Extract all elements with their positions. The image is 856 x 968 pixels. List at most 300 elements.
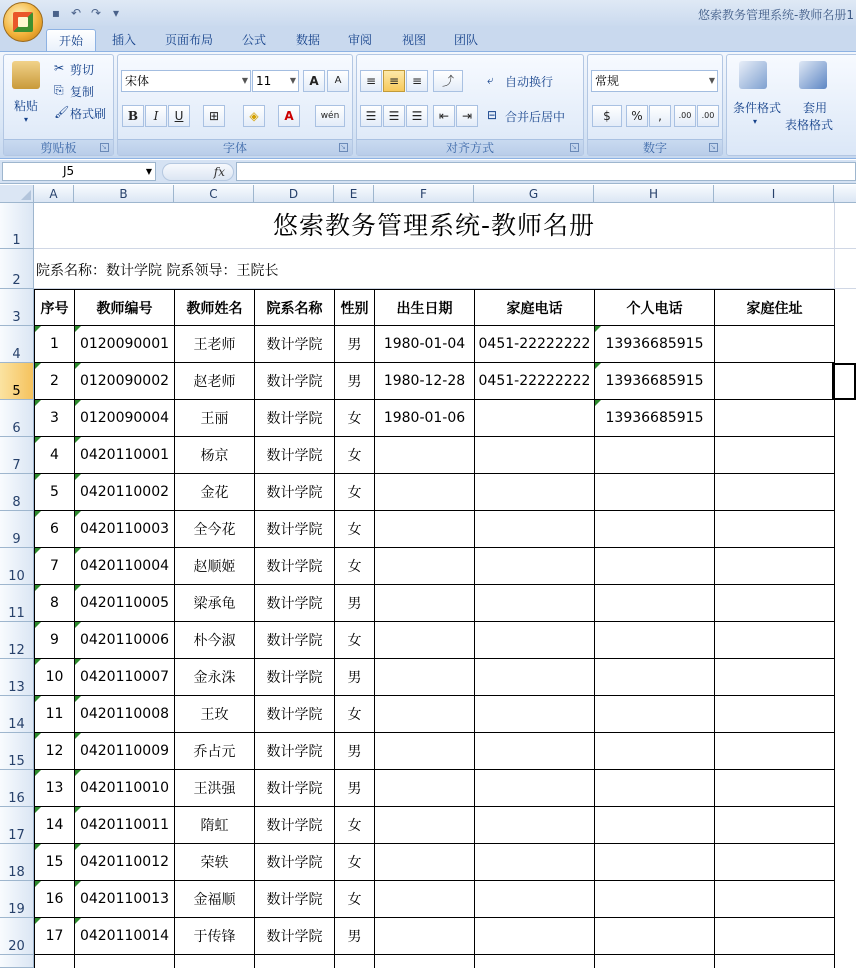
table-cell[interactable]: [475, 733, 595, 770]
column-heading[interactable]: 性别: [335, 290, 375, 326]
row-header[interactable]: 18: [0, 844, 34, 881]
cut-button[interactable]: 剪切: [70, 63, 95, 77]
table-cell[interactable]: [375, 437, 475, 474]
column-header-j[interactable]: [834, 185, 856, 203]
orientation-icon[interactable]: ⤴: [433, 70, 463, 92]
table-cell[interactable]: [375, 696, 475, 733]
table-cell[interactable]: [715, 733, 835, 770]
column-header[interactable]: C: [174, 185, 254, 203]
align-top-icon[interactable]: ≡: [360, 70, 382, 92]
active-cell-j5[interactable]: [832, 363, 856, 400]
format-as-table-icon[interactable]: [799, 61, 827, 89]
table-cell[interactable]: [715, 918, 835, 955]
table-cell[interactable]: [715, 807, 835, 844]
table-cell[interactable]: 15: [35, 844, 75, 881]
column-heading[interactable]: 教师姓名: [175, 290, 255, 326]
table-cell[interactable]: 8: [35, 585, 75, 622]
table-cell[interactable]: [475, 437, 595, 474]
increase-decimal-button[interactable]: .00: [674, 105, 696, 127]
table-cell[interactable]: 0420110010: [75, 770, 175, 807]
table-row: [35, 585, 835, 622]
customize-qat-icon[interactable]: ▾: [112, 6, 120, 20]
table-cell[interactable]: [35, 955, 75, 968]
table-cell[interactable]: 0420110009: [75, 733, 175, 770]
table-cell[interactable]: 2: [35, 363, 75, 400]
select-all-button[interactable]: [0, 185, 34, 203]
merge-center-icon[interactable]: ⊟: [487, 108, 498, 122]
table-cell[interactable]: 数计学院: [255, 585, 335, 622]
table-cell[interactable]: [595, 437, 715, 474]
font-group-label: 字体: [118, 139, 352, 155]
row-header[interactable]: 19: [0, 881, 34, 918]
table-cell[interactable]: 6: [35, 511, 75, 548]
tab-view[interactable]: 视图: [401, 33, 426, 47]
row-header[interactable]: 8: [0, 474, 34, 511]
column-header[interactable]: A: [34, 185, 74, 203]
table-cell[interactable]: 乔占元: [175, 733, 255, 770]
row-header[interactable]: 4: [0, 326, 34, 363]
table-cell[interactable]: 数计学院: [255, 400, 335, 437]
table-cell[interactable]: 5: [35, 474, 75, 511]
table-cell[interactable]: 0420110013: [75, 881, 175, 918]
table-cell[interactable]: 女: [335, 474, 375, 511]
ribbon: [0, 51, 856, 159]
table-cell[interactable]: [595, 622, 715, 659]
copy-button[interactable]: 复制: [70, 85, 95, 99]
window-title: 悠索教务管理系统-教师名册1: [698, 8, 854, 22]
table-cell[interactable]: 数计学院: [255, 733, 335, 770]
row-header[interactable]: 20: [0, 918, 34, 955]
table-cell[interactable]: [375, 659, 475, 696]
row-header[interactable]: 11: [0, 585, 34, 622]
table-cell[interactable]: 0420110014: [75, 918, 175, 955]
table-cell[interactable]: 1980-12-28: [375, 363, 475, 400]
table-cell[interactable]: 男: [335, 585, 375, 622]
table-cell[interactable]: [475, 548, 595, 585]
function-icon: fx: [213, 165, 225, 179]
phonetic-guide-button[interactable]: wén: [315, 105, 345, 127]
column-header[interactable]: G: [474, 185, 594, 203]
table-cell[interactable]: [475, 474, 595, 511]
table-row: [35, 844, 835, 881]
row-header[interactable]: 10: [0, 548, 34, 585]
table-row: [35, 437, 835, 474]
table-cell[interactable]: [375, 770, 475, 807]
table-cell[interactable]: 女: [335, 844, 375, 881]
row-header[interactable]: 9: [0, 511, 34, 548]
table-row: [35, 326, 835, 363]
table-cell[interactable]: 0451-22222222: [475, 326, 595, 363]
table-cell[interactable]: [475, 955, 595, 968]
table-cell[interactable]: [475, 400, 595, 437]
row-header[interactable]: 1: [0, 203, 34, 249]
table-cell[interactable]: 1980-01-04: [375, 326, 475, 363]
table-cell[interactable]: [595, 955, 715, 968]
table-cell[interactable]: 数计学院: [255, 437, 335, 474]
table-cell[interactable]: [375, 585, 475, 622]
table-cell[interactable]: [375, 807, 475, 844]
number-launcher-icon[interactable]: ↘: [709, 143, 718, 152]
table-cell[interactable]: 数计学院: [255, 881, 335, 918]
table-cell[interactable]: 杨京: [175, 437, 255, 474]
table-cell[interactable]: 0420110003: [75, 511, 175, 548]
align-bottom-icon[interactable]: ≡: [406, 70, 428, 92]
paste-dropdown-icon[interactable]: ▾: [24, 115, 29, 124]
table-cell[interactable]: 女: [335, 548, 375, 585]
table-cell[interactable]: [595, 696, 715, 733]
font-color-button[interactable]: A: [278, 105, 300, 127]
font-size-select[interactable]: [252, 70, 299, 92]
table-cell[interactable]: [475, 807, 595, 844]
column-header[interactable]: D: [254, 185, 334, 203]
table-row: [35, 622, 835, 659]
table-cell[interactable]: [595, 844, 715, 881]
format-as-table-line2[interactable]: 表格格式: [785, 118, 834, 132]
table-cell[interactable]: 金花: [175, 474, 255, 511]
office-button[interactable]: [3, 2, 43, 42]
table-cell[interactable]: 数计学院: [255, 326, 335, 363]
row-header[interactable]: 6: [0, 400, 34, 437]
formula-bar: [0, 160, 856, 184]
undo-icon[interactable]: ↶: [70, 6, 82, 20]
table-cell[interactable]: [475, 918, 595, 955]
table-cell[interactable]: [375, 955, 475, 968]
table-cell[interactable]: [595, 770, 715, 807]
cut-icon[interactable]: ✂: [54, 61, 65, 75]
table-cell[interactable]: [375, 844, 475, 881]
table-cell[interactable]: [475, 770, 595, 807]
department-line[interactable]: 院系名称：数计学院 院系领导：王院长: [36, 263, 279, 279]
table-cell[interactable]: 男: [335, 659, 375, 696]
table-cell[interactable]: 王玫: [175, 696, 255, 733]
table-cell[interactable]: 3: [35, 400, 75, 437]
table-cell[interactable]: 数计学院: [255, 511, 335, 548]
align-left-icon[interactable]: ☰: [360, 105, 382, 127]
table-cell[interactable]: 7: [35, 548, 75, 585]
table-cell[interactable]: 13: [35, 770, 75, 807]
increase-indent-icon[interactable]: ⇥: [456, 105, 478, 127]
clipboard-launcher-icon[interactable]: ↘: [100, 143, 109, 152]
chevron-down-icon: ▼: [241, 76, 248, 85]
table-cell[interactable]: [715, 696, 835, 733]
table-cell[interactable]: [375, 881, 475, 918]
column-header[interactable]: F: [374, 185, 474, 203]
table-cell[interactable]: 17: [35, 918, 75, 955]
table-cell[interactable]: [595, 733, 715, 770]
row-header[interactable]: 13: [0, 659, 34, 696]
column-header[interactable]: E: [334, 185, 374, 203]
table-cell[interactable]: [715, 659, 835, 696]
worksheet-grid[interactable]: [34, 203, 856, 968]
table-cell[interactable]: 王老师: [175, 326, 255, 363]
grow-font-button[interactable]: A: [303, 70, 325, 92]
table-cell[interactable]: 数计学院: [255, 918, 335, 955]
percent-button[interactable]: %: [626, 105, 648, 127]
table-cell[interactable]: [375, 918, 475, 955]
table-cell[interactable]: [375, 622, 475, 659]
sheet-title[interactable]: 悠索教务管理系统-教师名册: [272, 211, 596, 240]
shrink-font-button[interactable]: A: [327, 70, 349, 92]
alignment-launcher-icon[interactable]: ↘: [570, 143, 579, 152]
table-cell[interactable]: [715, 881, 835, 918]
table-cell[interactable]: [595, 807, 715, 844]
table-cell[interactable]: 女: [335, 622, 375, 659]
conditional-formatting-button[interactable]: 条件格式: [733, 101, 782, 115]
table-cell[interactable]: 0420110012: [75, 844, 175, 881]
table-cell[interactable]: 金永洙: [175, 659, 255, 696]
table-row: [35, 918, 835, 955]
table-cell[interactable]: 0420110004: [75, 548, 175, 585]
tab-review[interactable]: 审阅: [347, 33, 372, 47]
table-cell[interactable]: [475, 696, 595, 733]
table-cell[interactable]: 0420110006: [75, 622, 175, 659]
chevron-down-icon: ▼: [708, 76, 715, 85]
table-cell[interactable]: 0120090002: [75, 363, 175, 400]
wrap-text-icon[interactable]: ⤶: [487, 73, 494, 87]
redo-icon[interactable]: ↷: [90, 6, 102, 20]
table-cell[interactable]: 0420110008: [75, 696, 175, 733]
table-cell[interactable]: [715, 770, 835, 807]
table-cell[interactable]: 隋虹: [175, 807, 255, 844]
table-cell[interactable]: [475, 844, 595, 881]
align-center-icon[interactable]: ☰: [383, 105, 405, 127]
table-cell[interactable]: [255, 955, 335, 968]
align-right-icon[interactable]: ☰: [406, 105, 428, 127]
table-cell[interactable]: [715, 511, 835, 548]
column-heading[interactable]: 出生日期: [375, 290, 475, 326]
name-box[interactable]: [2, 162, 156, 181]
italic-button[interactable]: I: [145, 105, 167, 127]
row-header[interactable]: 12: [0, 622, 34, 659]
table-cell[interactable]: 王洪强: [175, 770, 255, 807]
table-cell[interactable]: [75, 955, 175, 968]
format-painter-button[interactable]: 格式刷: [70, 107, 107, 121]
number-group-label: 数字: [588, 139, 722, 155]
conditional-formatting-icon[interactable]: [739, 61, 767, 89]
table-cell[interactable]: [715, 955, 835, 968]
row-header-selected[interactable]: 5: [0, 363, 34, 400]
paste-icon[interactable]: [12, 61, 40, 89]
font-launcher-icon[interactable]: ↘: [339, 143, 348, 152]
table-cell[interactable]: 朴今淑: [175, 622, 255, 659]
table-cell[interactable]: 4: [35, 437, 75, 474]
table-cell[interactable]: 荣轶: [175, 844, 255, 881]
table-cell[interactable]: 女: [335, 400, 375, 437]
align-middle-icon[interactable]: ≡: [383, 70, 405, 92]
column-heading[interactable]: 序号: [35, 290, 75, 326]
table-cell[interactable]: 13936685915: [595, 363, 715, 400]
table-cell[interactable]: 女: [335, 437, 375, 474]
table-cell[interactable]: 0451-22222222: [475, 363, 595, 400]
table-cell[interactable]: 男: [335, 363, 375, 400]
table-cell[interactable]: 女: [335, 511, 375, 548]
table-cell[interactable]: 1980-01-06: [375, 400, 475, 437]
row-header[interactable]: 15: [0, 733, 34, 770]
table-cell[interactable]: 数计学院: [255, 696, 335, 733]
number-format-value: 常规: [595, 74, 620, 88]
table-cell[interactable]: [475, 622, 595, 659]
font-group: [117, 54, 353, 156]
column-heading[interactable]: 教师编号: [75, 290, 175, 326]
table-cell[interactable]: 数计学院: [255, 363, 335, 400]
table-cell[interactable]: 数计学院: [255, 548, 335, 585]
insert-function-button[interactable]: [162, 163, 234, 181]
tab-insert[interactable]: 插入: [111, 33, 136, 47]
table-cell[interactable]: 0420110011: [75, 807, 175, 844]
column-header[interactable]: H: [594, 185, 714, 203]
table-cell[interactable]: 0420110007: [75, 659, 175, 696]
column-header[interactable]: I: [714, 185, 834, 203]
number-format-select[interactable]: [591, 70, 718, 92]
table-cell[interactable]: [595, 474, 715, 511]
table-row: [35, 807, 835, 844]
table-cell[interactable]: 13936685915: [595, 326, 715, 363]
row-header[interactable]: 17: [0, 807, 34, 844]
column-heading[interactable]: 家庭电话: [475, 290, 595, 326]
row-header[interactable]: 3: [0, 289, 34, 326]
table-cell[interactable]: 女: [335, 807, 375, 844]
table-cell[interactable]: [375, 474, 475, 511]
table-cell[interactable]: [375, 733, 475, 770]
table-row: [35, 400, 835, 437]
table-cell[interactable]: 12: [35, 733, 75, 770]
table-cell[interactable]: 0420110001: [75, 437, 175, 474]
tab-data[interactable]: 数据: [295, 33, 320, 47]
format-as-table-line1[interactable]: 套用: [803, 101, 828, 115]
table-cell[interactable]: 数计学院: [255, 474, 335, 511]
table-cell[interactable]: [475, 585, 595, 622]
table-cell[interactable]: [595, 659, 715, 696]
tab-formulas[interactable]: 公式: [241, 33, 266, 47]
table-cell[interactable]: [715, 363, 835, 400]
table-cell[interactable]: 数计学院: [255, 844, 335, 881]
table-cell[interactable]: 数计学院: [255, 622, 335, 659]
table-cell[interactable]: 14: [35, 807, 75, 844]
table-cell[interactable]: 梁承龟: [175, 585, 255, 622]
wrap-text-button[interactable]: 自动换行: [505, 75, 554, 89]
table-cell[interactable]: [475, 659, 595, 696]
quick-access-toolbar: [48, 4, 124, 22]
fill-color-icon[interactable]: ◈: [243, 105, 265, 127]
table-row: [35, 511, 835, 548]
table-cell[interactable]: 1: [35, 326, 75, 363]
table-row: [35, 363, 835, 400]
table-cell[interactable]: [375, 548, 475, 585]
office-logo-icon: [13, 12, 33, 32]
row-header[interactable]: 16: [0, 770, 34, 807]
chevron-down-icon: ▾: [753, 117, 758, 126]
table-header-row: [35, 290, 835, 326]
row-header[interactable]: 7: [0, 437, 34, 474]
font-name-select[interactable]: [121, 70, 251, 92]
decrease-indent-icon[interactable]: ⇤: [433, 105, 455, 127]
table-cell[interactable]: 0120090001: [75, 326, 175, 363]
table-cell[interactable]: [375, 511, 475, 548]
formula-input[interactable]: [236, 162, 856, 181]
table-cell[interactable]: 女: [335, 696, 375, 733]
column-header[interactable]: B: [74, 185, 174, 203]
table-cell[interactable]: 16: [35, 881, 75, 918]
table-cell[interactable]: 男: [335, 733, 375, 770]
table-cell[interactable]: [715, 326, 835, 363]
table-row: [35, 770, 835, 807]
teacher-roster-table: [34, 289, 835, 968]
table-cell[interactable]: 赵老师: [175, 363, 255, 400]
row-header[interactable]: [0, 955, 34, 968]
paste-button[interactable]: 粘贴: [14, 99, 39, 113]
table-cell[interactable]: 男: [335, 918, 375, 955]
decrease-decimal-button[interactable]: .00: [697, 105, 719, 127]
column-heading[interactable]: 个人电话: [595, 290, 715, 326]
bold-button[interactable]: B: [122, 105, 144, 127]
table-cell[interactable]: [715, 844, 835, 881]
table-cell[interactable]: [335, 955, 375, 968]
table-cell[interactable]: 数计学院: [255, 807, 335, 844]
table-cell[interactable]: 10: [35, 659, 75, 696]
table-cell[interactable]: 女: [335, 881, 375, 918]
table-cell[interactable]: [475, 881, 595, 918]
table-cell[interactable]: [475, 511, 595, 548]
column-heading[interactable]: 家庭住址: [715, 290, 835, 326]
table-cell[interactable]: 于传锋: [175, 918, 255, 955]
table-cell[interactable]: [175, 955, 255, 968]
table-cell[interactable]: [595, 918, 715, 955]
table-cell[interactable]: 0420110002: [75, 474, 175, 511]
table-cell[interactable]: [595, 881, 715, 918]
table-cell[interactable]: [595, 548, 715, 585]
format-painter-icon[interactable]: 🖌: [54, 105, 70, 119]
table-cell[interactable]: [715, 548, 835, 585]
column-heading[interactable]: 院系名称: [255, 290, 335, 326]
table-cell[interactable]: [715, 585, 835, 622]
table-cell[interactable]: 0420110005: [75, 585, 175, 622]
table-cell[interactable]: [715, 437, 835, 474]
table-cell[interactable]: [595, 585, 715, 622]
table-cell[interactable]: [715, 400, 835, 437]
tab-team[interactable]: 团队: [453, 33, 478, 47]
table-cell[interactable]: [715, 474, 835, 511]
table-cell[interactable]: 数计学院: [255, 770, 335, 807]
table-cell[interactable]: 9: [35, 622, 75, 659]
table-cell[interactable]: 赵顺姬: [175, 548, 255, 585]
chevron-down-icon: ▼: [145, 167, 152, 176]
table-cell[interactable]: 数计学院: [255, 659, 335, 696]
accounting-format-icon[interactable]: $: [592, 105, 622, 127]
tab-page-layout[interactable]: 页面布局: [164, 33, 213, 47]
ribbon-tabs: [0, 26, 856, 52]
underline-button[interactable]: U: [168, 105, 190, 127]
borders-icon[interactable]: ⊞: [203, 105, 225, 127]
table-cell[interactable]: 王丽: [175, 400, 255, 437]
merge-center-button[interactable]: 合并后居中: [505, 110, 566, 124]
table-cell[interactable]: 11: [35, 696, 75, 733]
table-cell[interactable]: 金福顺: [175, 881, 255, 918]
font-name-value: 宋体: [125, 74, 150, 88]
table-cell[interactable]: [715, 622, 835, 659]
row-header[interactable]: 2: [0, 249, 34, 289]
comma-button[interactable]: ,: [649, 105, 671, 127]
table-cell[interactable]: [595, 511, 715, 548]
table-cell[interactable]: 男: [335, 326, 375, 363]
table-cell[interactable]: 0120090004: [75, 400, 175, 437]
table-cell[interactable]: 男: [335, 770, 375, 807]
table-cell[interactable]: 13936685915: [595, 400, 715, 437]
copy-icon[interactable]: ⎘: [54, 83, 64, 97]
row-header[interactable]: 14: [0, 696, 34, 733]
tab-home[interactable]: 开始: [46, 29, 96, 51]
table-cell[interactable]: 全今花: [175, 511, 255, 548]
save-icon[interactable]: ▪: [51, 6, 61, 20]
